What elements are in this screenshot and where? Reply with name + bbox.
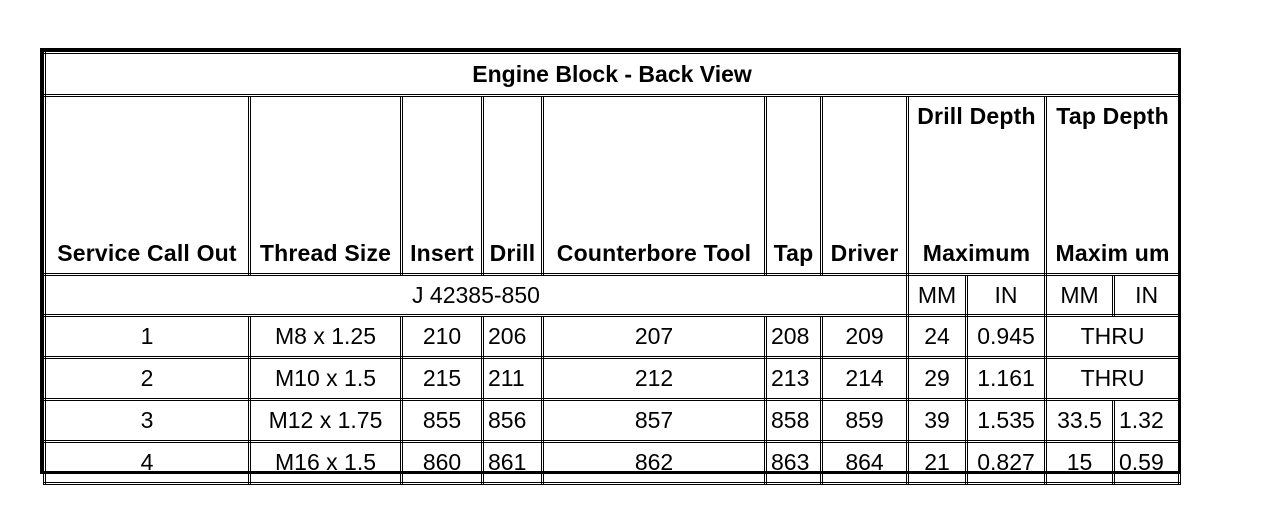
table-row [45,442,1180,484]
thread-size-cell: M16 x 1.5 [250,442,402,484]
tap-cell: 858 [766,400,822,442]
drill-cell: 861 [483,442,543,484]
counterbore-cell: 207 [543,316,766,358]
tap-depth-in-cell: 1.32 [1114,400,1180,442]
header-service-call-out: Service Call Out [45,96,250,275]
tap-depth-mm-unit: MM [1046,275,1114,316]
header-tap-depth-sub: Maxim um [1055,240,1170,266]
thread-size-cell: M10 x 1.5 [250,358,402,400]
insert-cell: 210 [402,316,483,358]
header-drill: Drill [483,96,543,275]
drill-cell: 206 [483,316,543,358]
kit-row [45,275,1180,316]
drill-cell: 211 [483,358,543,400]
tap-depth-thru-cell: THRU [1046,358,1180,400]
tap-depth-thru-cell: THRU [1046,316,1180,358]
thread-size-cell: M8 x 1.25 [250,316,402,358]
thread-size-cell: M12 x 1.75 [250,400,402,442]
header-drill-depth-label: Drill Depth [917,103,1036,129]
call-out-cell: 3 [45,400,250,442]
insert-cell: 860 [402,442,483,484]
driver-cell: 209 [822,316,908,358]
drill-depth-mm-cell: 24 [908,316,967,358]
header-insert: Insert [402,96,483,275]
drill-depth-in-cell: 1.535 [967,400,1046,442]
tap-depth-mm-cell: 15 [1046,442,1114,484]
call-out-cell: 2 [45,358,250,400]
driver-cell: 864 [822,442,908,484]
call-out-cell: 4 [45,442,250,484]
driver-cell: 214 [822,358,908,400]
header-thread-size: Thread Size [250,96,402,275]
header-tap-depth-label: Tap Depth [1056,103,1169,129]
call-out-cell: 1 [45,316,250,358]
header-row [45,96,1180,275]
header-tap: Tap [766,96,822,275]
drill-depth-mm-cell: 29 [908,358,967,400]
header-counterbore-tool: Counterbore Tool [543,96,766,275]
drill-depth-in-cell: 1.161 [967,358,1046,400]
header-tap-depth [1046,96,1180,275]
driver-cell: 859 [822,400,908,442]
insert-cell: 215 [402,358,483,400]
header-drill-depth [908,96,1046,275]
drill-depth-in-cell: 0.827 [967,442,1046,484]
drill-depth-in-unit: IN [967,275,1046,316]
engine-block-table [40,48,1181,474]
counterbore-cell: 862 [543,442,766,484]
drill-depth-mm-cell: 21 [908,442,967,484]
counterbore-cell: 857 [543,400,766,442]
tap-cell: 208 [766,316,822,358]
header-drill-depth-sub: Maximum [922,240,1031,266]
table-title: Engine Block - Back View [45,53,1180,96]
tap-cell: 213 [766,358,822,400]
drill-depth-mm-unit: MM [908,275,967,316]
tap-depth-in-unit: IN [1114,275,1180,316]
counterbore-cell: 212 [543,358,766,400]
table-row [45,400,1180,442]
drill-depth-in-cell: 0.945 [967,316,1046,358]
kit-number: J 42385-850 [45,275,908,316]
tap-cell: 863 [766,442,822,484]
tap-depth-mm-cell: 33.5 [1046,400,1114,442]
table-row [45,358,1180,400]
specs-table [43,51,1181,485]
drill-depth-mm-cell: 39 [908,400,967,442]
title-row [45,53,1180,96]
drill-cell: 856 [483,400,543,442]
header-driver: Driver [822,96,908,275]
table-row [45,316,1180,358]
tap-depth-in-cell: 0.59 [1114,442,1180,484]
insert-cell: 855 [402,400,483,442]
